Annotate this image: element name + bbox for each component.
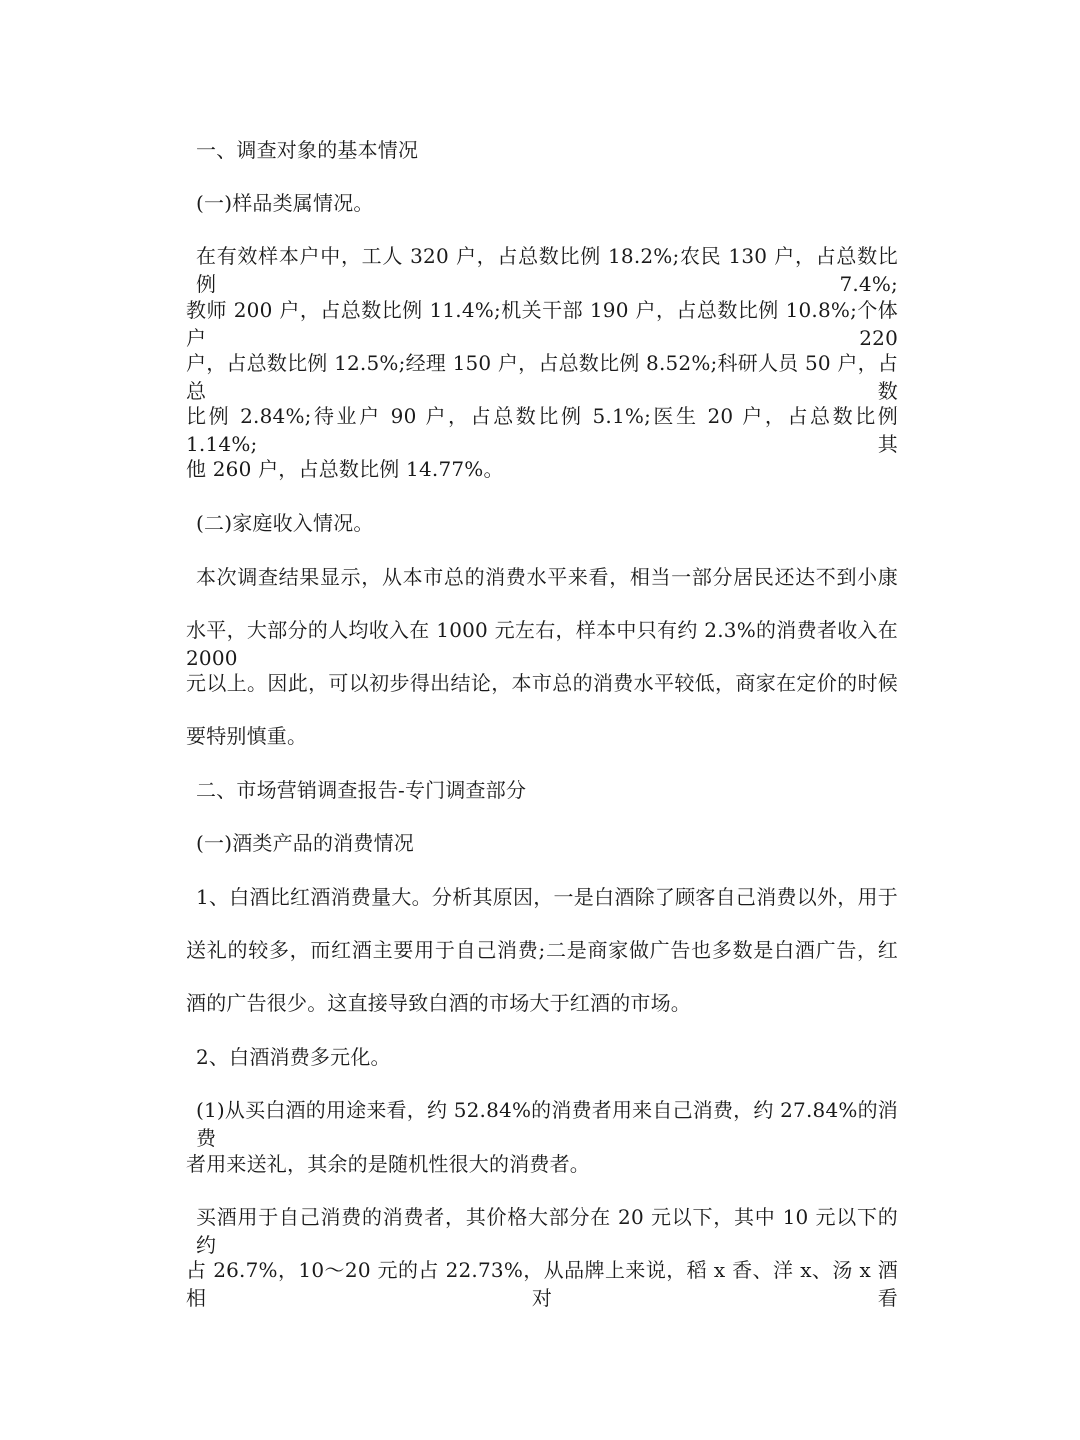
paragraph-line: 本次调查结果显示，从本市总的消费水平来看，相当一部分居民还达不到小康 xyxy=(196,565,898,589)
paragraph-line: 1、白酒比红酒消费量大。分析其原因，一是白酒除了顾客自己消费以外，用于 xyxy=(196,885,898,909)
paragraph-line: 水平，大部分的人均收入在 1000 元左右，样本中只有约 2.3%的消费者收入在 2000 xyxy=(186,618,898,670)
paragraph-line: 比例 2.84%;待业户 90 户，占总数比例 5.1%;医生 20 户，占总数比例 1.14%;其 xyxy=(186,404,898,456)
paragraph-line: 他 260 户，占总数比例 14.77%。 xyxy=(186,457,504,481)
subheading-household-income: (二)家庭收入情况。 xyxy=(196,511,374,535)
paragraph-line: 2、白酒消费多元化。 xyxy=(196,1045,391,1069)
heading-section-1: 一、调查对象的基本情况 xyxy=(196,138,419,162)
paragraph-line: 要特别慎重。 xyxy=(186,724,308,748)
heading-section-2: 二、市场营销调查报告-专门调查部分 xyxy=(196,778,527,802)
paragraph-line: 买酒用于自己消费的消费者，其价格大部分在 20 元以下，其中 10 元以下的约 xyxy=(196,1205,898,1257)
paragraph-line: 教师 200 户，占总数比例 11.4%;机关干部 190 户，占总数比例 10.8%;个体户 220 xyxy=(186,298,898,350)
paragraph-line: 占 26.7%，10～20 元的占 22.73%，从品牌上来说，稻 x 香、洋 x、汤 x 酒相对看 xyxy=(186,1258,898,1310)
paragraph-line: (1)从买白酒的用途来看，约 52.84%的消费者用来自己消费，约 27.84%的消费 xyxy=(196,1098,898,1150)
subheading-sample-category: (一)样品类属情况。 xyxy=(196,191,374,215)
paragraph-line: 在有效样本户中，工人 320 户，占总数比例 18.2%;农民 130 户，占总数比例 7.4%; xyxy=(196,244,898,296)
paragraph-line: 送礼的较多，而红酒主要用于自己消费;二是商家做广告也多数是白酒广告，红 xyxy=(186,938,898,962)
subheading-liquor-consumption: (一)酒类产品的消费情况 xyxy=(196,831,415,855)
paragraph-line: 元以上。因此，可以初步得出结论，本市总的消费水平较低，商家在定价的时候 xyxy=(186,671,898,695)
paragraph-line: 户，占总数比例 12.5%;经理 150 户，占总数比例 8.52%;科研人员 50 户，占总数 xyxy=(186,351,898,403)
paragraph-line: 酒的广告很少。这直接导致白酒的市场大于红酒的市场。 xyxy=(186,991,691,1015)
paragraph-line: 者用来送礼，其余的是随机性很大的消费者。 xyxy=(186,1152,590,1176)
